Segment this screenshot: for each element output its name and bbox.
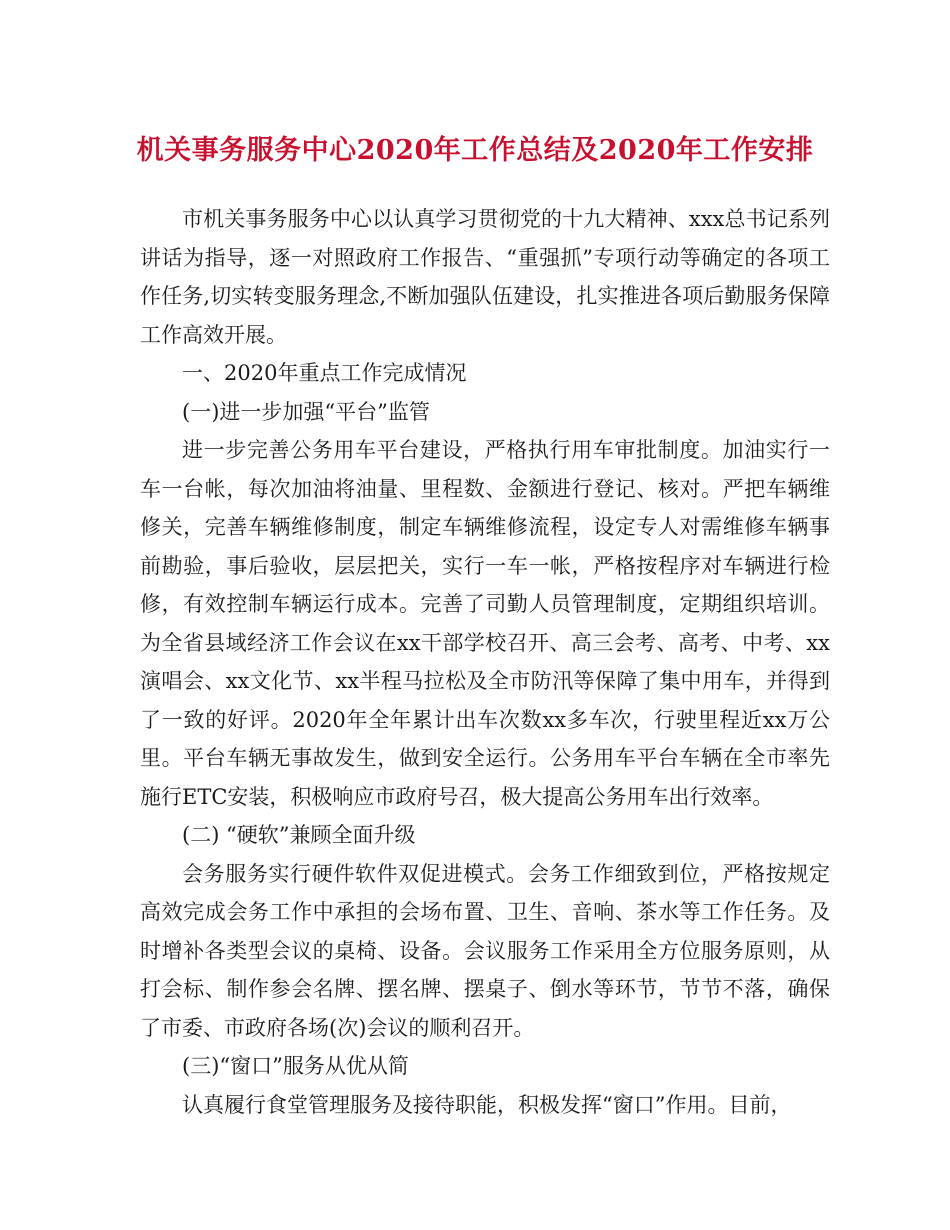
subsection-heading-2: (二) “硬软”兼顾全面升级 xyxy=(182,823,416,847)
document-body xyxy=(140,200,830,1124)
subsection-paragraph-2: 会务服务实行硬件软件双促进模式。会务工作细致到位，严格按规定高效完成会务工作中承担的会场布置、卫生、音响、茶水等工作任务。及时增补各类型会议的桌椅、设备。会议服务工作采用全方位服务原则，从打会标、制作参会名牌、摆名牌、摆桌子、倒水等环节，节节不落，确保了市委、市政府各场(次)会议的顺利召开。 xyxy=(140,861,830,1040)
subsection-heading-3: (三)“窗口”服务从优从简 xyxy=(182,1054,409,1078)
section-heading-1: 一、2020年重点工作完成情况 xyxy=(182,361,467,385)
intro-paragraph: 市机关事务服务中心以认真学习贯彻党的十九大精神、xxx总书记系列讲话为指导，逐一对照政府工作报告、“重强抓”专项行动等确定的各项工作任务,切实转变服务理念,不断加强队伍建设，扎实推进各项后勤服务保障工作高效开展。 xyxy=(140,207,830,347)
subsection-paragraph-3: 认真履行食堂管理服务及接待职能，积极发挥“窗口”作用。目前， xyxy=(182,1092,792,1117)
subsection-heading-1: (一)进一步加强“平台”监管 xyxy=(182,399,430,424)
subsection-paragraph-1: 进一步完善公务用车平台建设，严格执行用车审批制度。加油实行一车一台帐，每次加油将油量、里程数、金额进行登记、核对。严把车辆维修关，完善车辆维修制度，制定车辆维修流程，设定专人对需维修车辆事前勘验，事后验收，层层把关，实行一车一帐，严格按程序对车辆进行检修，有效控制车辆运行成本。完善了司勤人员管理制度，定期组织培训。为全省县域经济工作会议在xx干部学校召开、高三会考、高考、中考、xx演唱会、xx文化节、xx半程马拉松及全市防汛等保障了集中用车，并得到了一致的好评。2020年全年累计出车次数xx多车次，行驶里程近xx万公里。平台车辆无事故发生，做到安全运行。公务用车平台车辆在全市率先施行ETC安装，积极响应市政府号召，极大提高公务用车出行效率。 xyxy=(140,438,830,809)
document-title: 机关事务服务中心2020年工作总结及2020年工作安排 xyxy=(136,135,814,166)
